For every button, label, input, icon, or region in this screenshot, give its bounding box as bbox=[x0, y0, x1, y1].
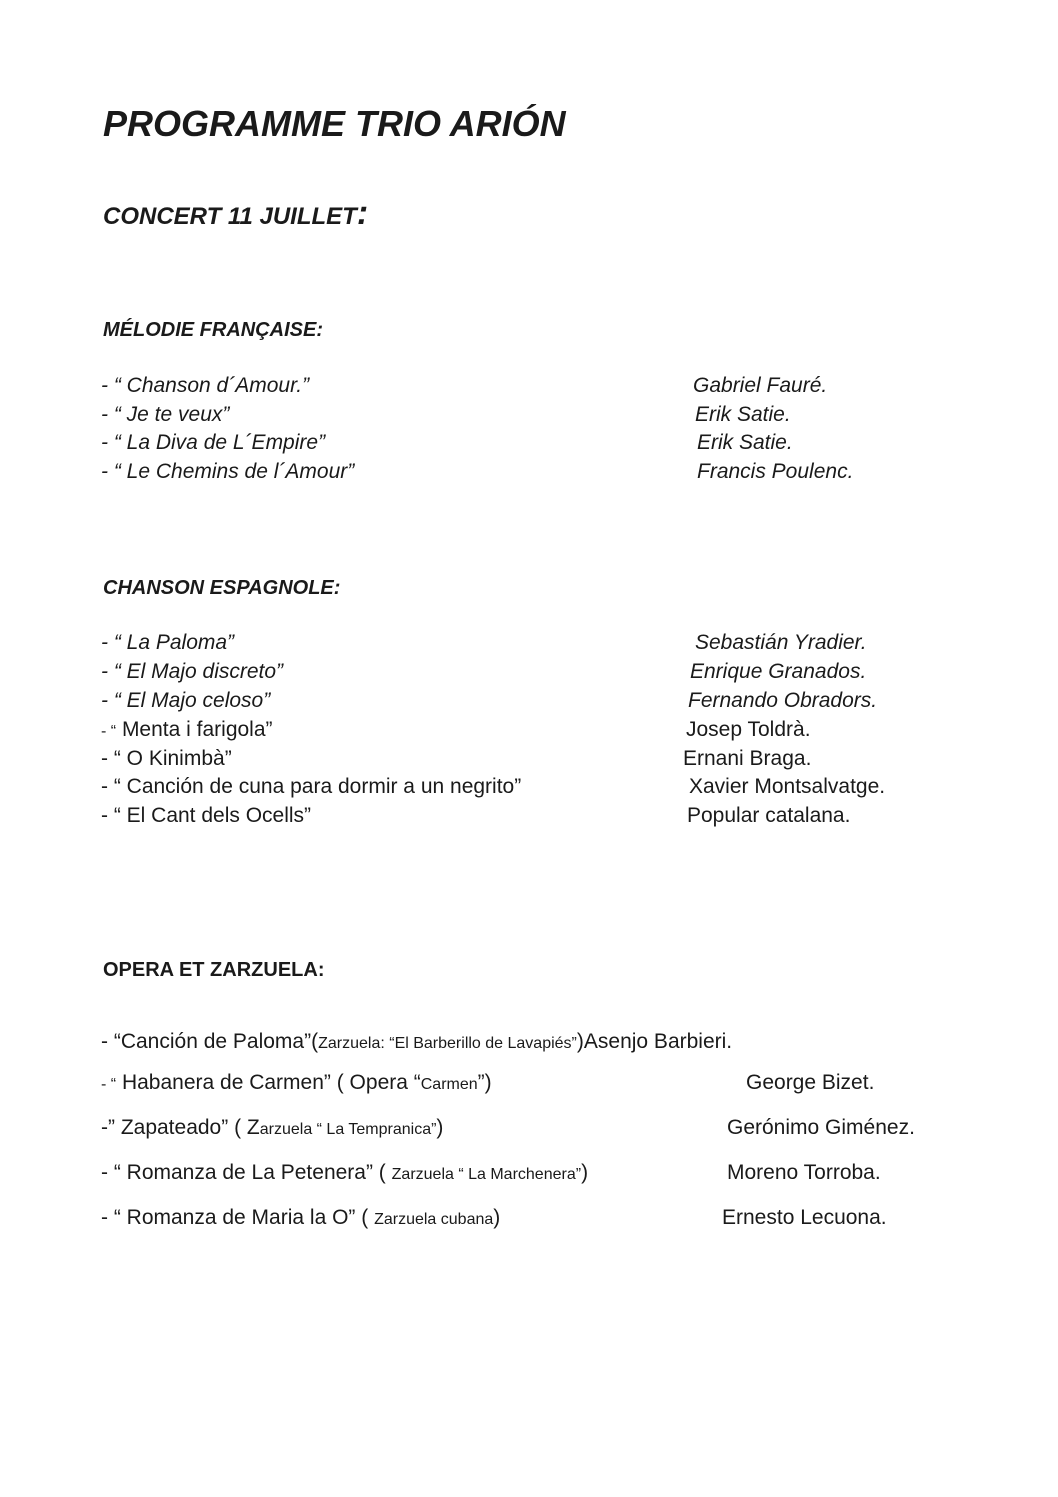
opera-song-3-title: -” Zapateado” ( Z bbox=[101, 1116, 260, 1139]
concert-date-heading bbox=[103, 193, 368, 237]
chanson-composer-6: Xavier Montsalvatge. bbox=[689, 775, 886, 798]
opera-song-2-note: Carmen bbox=[420, 1076, 478, 1093]
opera-song-1-end: ) bbox=[576, 1030, 584, 1053]
opera-song-4 bbox=[101, 1159, 588, 1189]
opera-song-1-note: Zarzuela: “El Barberillo de Lavapiés” bbox=[318, 1035, 577, 1052]
chanson-composer-3: Fernando Obradors. bbox=[688, 689, 878, 712]
melodie-song-3: - “ La Diva de L´Empire” bbox=[101, 431, 326, 454]
section-heading-chanson: CHANSON ESPAGNOLE: bbox=[103, 577, 341, 599]
chanson-song-4-prefix: - “ bbox=[101, 723, 117, 740]
opera-composer-4: Moreno Torroba. bbox=[727, 1161, 881, 1184]
melodie-composer-3: Erik Satie. bbox=[697, 431, 793, 454]
melodie-song-4: - “ Le Chemins de l´Amour” bbox=[101, 460, 355, 483]
opera-song-3-end: ) bbox=[436, 1116, 444, 1139]
section-heading-opera: OPERA ET ZARZUELA: bbox=[103, 959, 325, 981]
chanson-composer-1: Sebastián Yradier. bbox=[695, 631, 867, 654]
chanson-song-5: - “ O Kinimbà” bbox=[101, 747, 232, 770]
opera-composer-3: Gerónimo Giménez. bbox=[727, 1116, 915, 1139]
page-title: PROGRAMME TRIO ARIÓN bbox=[103, 103, 566, 144]
melodie-composer-2: Erik Satie. bbox=[695, 403, 791, 426]
opera-song-4-title: - “ Romanza de La Petenera” ( bbox=[101, 1161, 392, 1184]
chanson-composer-5: Ernani Braga. bbox=[683, 747, 812, 770]
opera-song-2-prefix: - “ bbox=[101, 1076, 117, 1093]
opera-song-4-end: ) bbox=[581, 1161, 589, 1184]
section-heading-melodie: MÉLODIE FRANÇAISE: bbox=[103, 319, 323, 341]
opera-song-2-end: ”) bbox=[477, 1071, 492, 1094]
opera-song-2-title: Habanera de Carmen” ( Opera “ bbox=[116, 1071, 421, 1094]
opera-song-5-end: ) bbox=[493, 1206, 501, 1229]
opera-composer-5: Ernesto Lecuona. bbox=[722, 1206, 887, 1229]
opera-song-5 bbox=[101, 1204, 500, 1234]
melodie-song-2: - “ Je te veux” bbox=[101, 403, 230, 426]
chanson-song-2: - “ El Majo discreto” bbox=[101, 660, 284, 683]
concert-date-colon: : bbox=[356, 194, 369, 232]
opera-song-3-note: arzuela “ La Tempranica” bbox=[259, 1121, 437, 1138]
chanson-song-4 bbox=[101, 716, 273, 746]
chanson-composer-4: Josep Toldrà. bbox=[686, 718, 811, 741]
chanson-composer-7: Popular catalana. bbox=[687, 804, 851, 827]
opera-song-1-title: - “Canción de Paloma”( bbox=[101, 1030, 319, 1053]
opera-composer-2: George Bizet. bbox=[746, 1071, 875, 1094]
chanson-song-7: - “ El Cant dels Ocells” bbox=[101, 804, 312, 827]
chanson-song-6: - “ Canción de cuna para dormir a un negrito” bbox=[101, 775, 522, 798]
melodie-composer-1: Gabriel Fauré. bbox=[693, 374, 828, 397]
opera-song-5-note: Zarzuela cubana bbox=[374, 1211, 494, 1228]
chanson-song-4-title: Menta i farigola” bbox=[116, 718, 273, 741]
opera-song-2 bbox=[101, 1069, 492, 1099]
opera-song-4-note: Zarzuela “ La Marchenera” bbox=[391, 1166, 582, 1183]
opera-song-3 bbox=[101, 1114, 443, 1144]
chanson-song-1: - “ La Paloma” bbox=[101, 631, 235, 654]
melodie-composer-4: Francis Poulenc. bbox=[697, 460, 854, 483]
opera-song-5-title: - “ Romanza de Maria la O” ( bbox=[101, 1206, 375, 1229]
opera-composer-1: Asenjo Barbieri. bbox=[583, 1030, 733, 1053]
melodie-song-1: - “ Chanson d´Amour.” bbox=[101, 374, 310, 397]
opera-song-1 bbox=[101, 1028, 732, 1058]
concert-date-text: CONCERT 11 JUILLET bbox=[103, 203, 357, 230]
chanson-song-3: - “ El Majo celoso” bbox=[101, 689, 271, 712]
chanson-composer-2: Enrique Granados. bbox=[690, 660, 867, 683]
